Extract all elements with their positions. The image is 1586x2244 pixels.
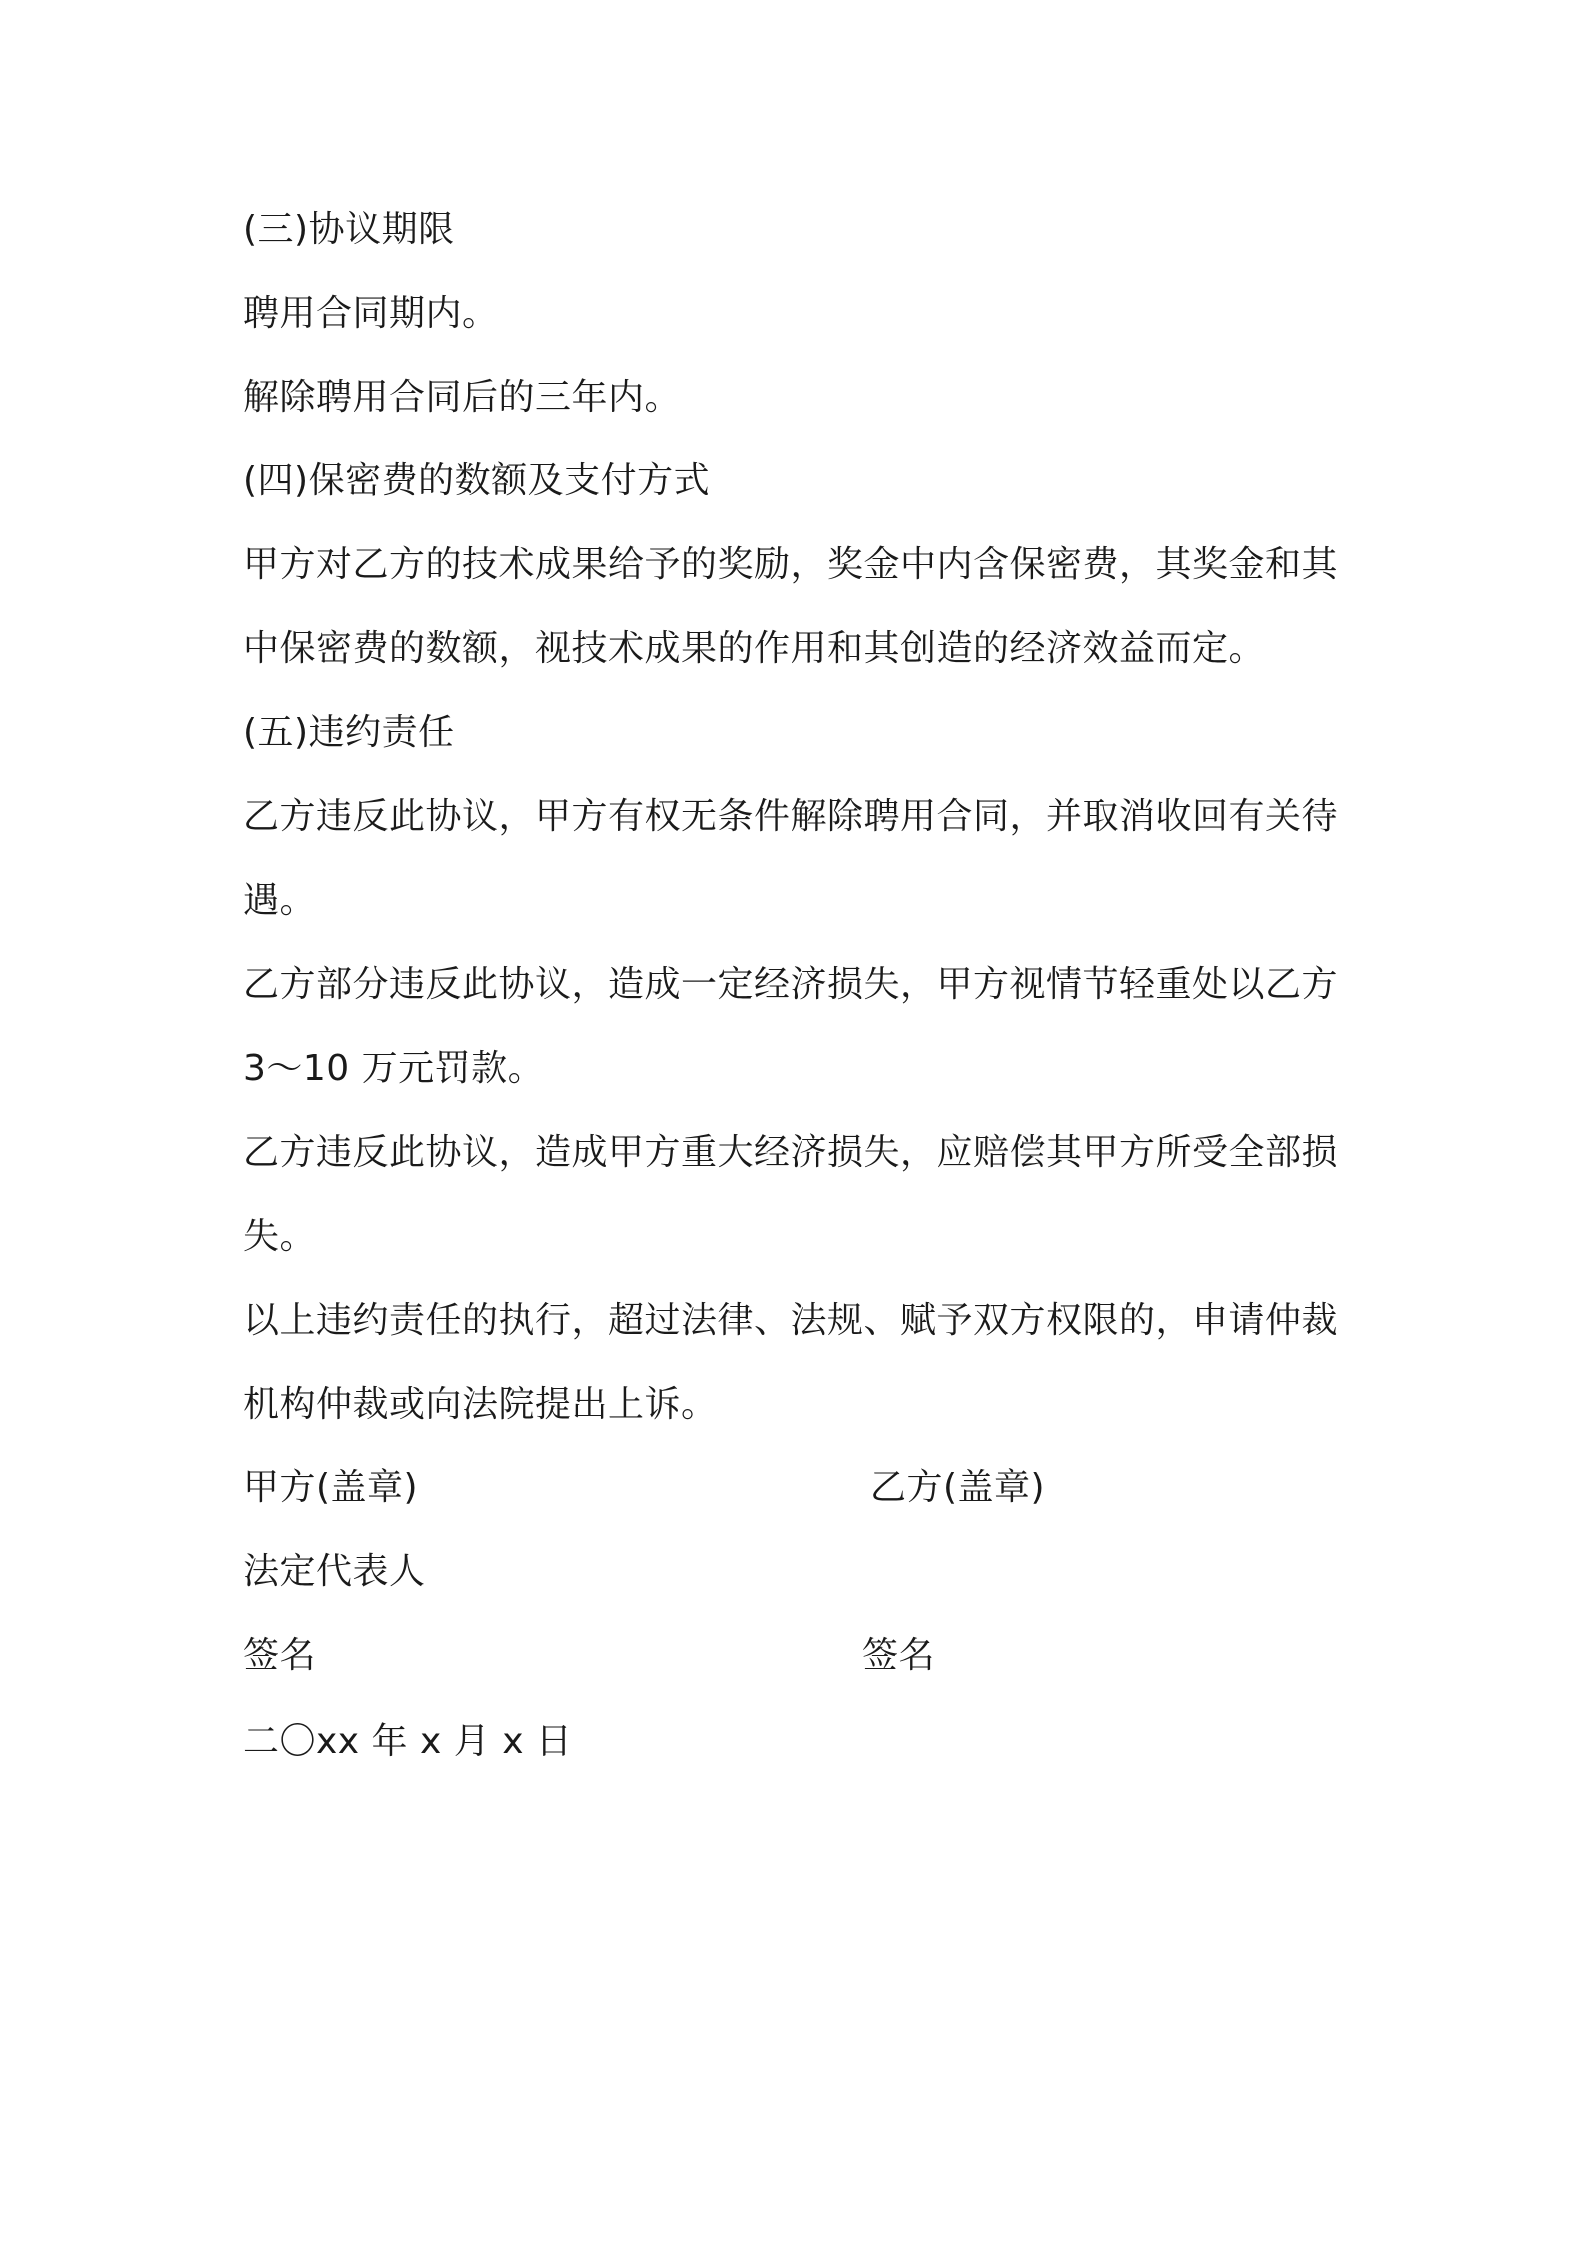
section5-item2-line1: 乙方部分违反此协议，造成一定经济损失，甲方视情节轻重处以乙方	[243, 964, 1339, 1005]
section3-item1: 聘用合同期内。	[243, 293, 499, 334]
section4-para-line2: 中保密费的数额，视技术成果的作用和其创造的经济效益而定。	[243, 628, 1266, 669]
party-a-seal-label: 甲方(盖章)	[243, 1467, 419, 1508]
section4-para-line1: 甲方对乙方的技术成果给予的奖励，奖金中内含保密费，其奖金和其	[243, 544, 1339, 585]
section5-item4-line2: 机构仲裁或向法院提出上诉。	[243, 1384, 718, 1425]
section3-heading: (三)协议期限	[243, 209, 455, 250]
party-a-signature-label: 签名	[243, 1635, 317, 1676]
section5-item2-line2: 3～10 万元罚款。	[243, 1048, 545, 1089]
section5-item3-line2: 失。	[243, 1216, 317, 1257]
section5-item1-line2: 遇。	[243, 880, 317, 921]
section4-heading: (四)保密费的数额及支付方式	[243, 460, 711, 501]
party-b-seal-label: 乙方(盖章)	[870, 1467, 1046, 1508]
section5-item4-line1: 以上违约责任的执行，超过法律、法规、赋予双方权限的，申请仲裁	[243, 1300, 1339, 1341]
signing-date: 二〇xx 年 x 月 x 日	[243, 1721, 573, 1762]
section5-heading: (五)违约责任	[243, 712, 455, 753]
legal-representative-label: 法定代表人	[243, 1551, 426, 1592]
section3-item2: 解除聘用合同后的三年内。	[243, 377, 682, 418]
party-b-signature-label: 签名	[862, 1635, 936, 1676]
section5-item3-line1: 乙方违反此协议，造成甲方重大经济损失，应赔偿其甲方所受全部损	[243, 1132, 1339, 1173]
section5-item1-line1: 乙方违反此协议，甲方有权无条件解除聘用合同，并取消收回有关待	[243, 796, 1339, 837]
